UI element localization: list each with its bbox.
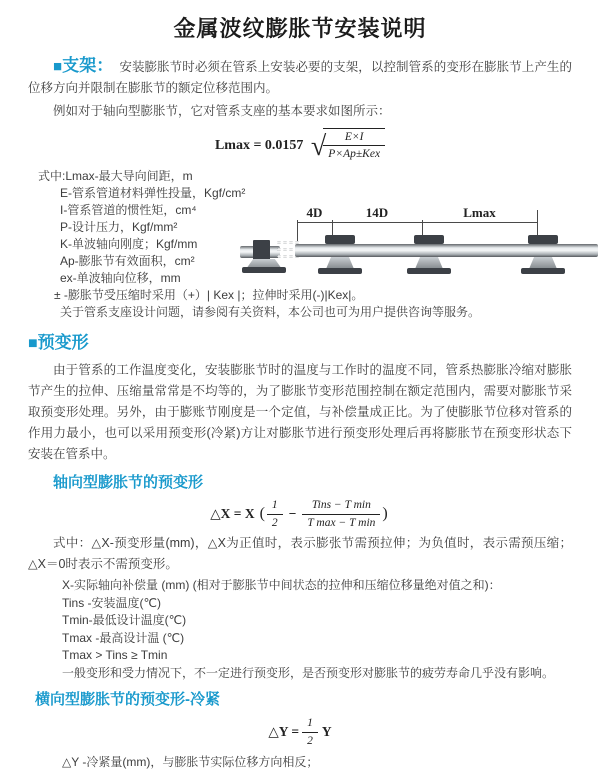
anchor-clamp [253,240,270,261]
radicand [323,128,385,163]
pipe-support-saddle [318,204,362,276]
fraction-denominator: T max − T min [307,516,376,529]
general-note-line: 一般变形和受力情况下，不一定进行预变形，是否预变形对膨胀节的疲劳寿命几乎没有影响。 [62,665,555,680]
lateral-subsection-heading: 横向型膨胀节的预变形-冷紧 [35,691,220,708]
predeform-section-header [28,331,572,356]
lateral-definition-line: △Y -冷紧量(mm)，与膨胀节实际位移方向相反； [62,755,319,769]
anchor-base [242,267,286,273]
definition-line: Tmax -最高设计温 (℃) [62,630,185,645]
page-title: 金属波纹膨胀节安装说明 [173,16,427,41]
support-example-line: 例如对于轴向型膨胀节，它对管系支座的基本要求如图所示： [53,104,391,118]
fraction-numerator: 1 [302,716,318,732]
axial-subsection-heading: 轴向型膨胀节的预变形 [53,474,204,491]
fraction-denominator: P×Ap±Kex [328,148,381,161]
lateral-coldpull-formula [0,718,600,746]
definition-line: K-单波轴向刚度；Kgf/mm [60,237,198,251]
section-marker-icon: ■ [28,335,38,352]
definition-line: ex-单波轴向位移，mm [60,271,181,285]
dimension-label-14d: 14D [332,205,422,220]
minus-sign: − [288,506,297,521]
fraction-denominator: 2 [271,516,278,529]
support-intro-text: 安装膨胀节时必须在管系上安装必要的支架，以控制管系的变形在膨胀节上产生的位移方向并限制在膨胀节的额定位移范围内。 [28,60,572,95]
axial-symbol-definitions [28,577,572,682]
formula-lhs: △Y = [268,724,300,739]
formula-lhs: △X = X [210,506,255,521]
dimension-label-4d: 4D [297,205,332,220]
definition-line: Tins -安装温度(℃) [62,595,162,610]
support-base [407,268,451,274]
support-section-heading: 支架： [62,56,114,75]
support-base [521,268,565,274]
close-paren: ) [382,505,388,522]
support-cap [325,235,355,244]
support-cap [528,235,558,244]
formula-lhs: Lmax = 0.0157 [214,137,304,153]
definition-line: Tmin-最低设计温度(℃) [62,613,187,627]
one-half-fraction [302,716,318,748]
definition-line: ± -膨胀节受压缩时采用（+）| Kex |；拉伸时采用(-)|Kex|。 [54,288,364,302]
temperature-fraction [302,498,380,530]
support-cap [414,235,444,244]
fraction-numerator: E×I [323,130,385,146]
pipe-support-diagram [240,204,600,304]
definition-line: E-管系管道材料弹性投量，Kgf/cm² [60,186,246,200]
axial-explain-paragraph: 式中：△X-预变形量(mm)，△X为正值时，表示膨张节需预拉伸；为负值时，表示需预压缩；△X＝0时表示不需预变形。 [28,536,572,571]
definition-line: Ap-膨胀节有效面积，cm² [60,254,195,268]
definition-line: P-设计压力，Kgf/mm² [60,220,178,234]
lmax-formula [0,128,600,162]
predeform-body-paragraph: 由于管系的工作温度变化，安装膨胀节时的温度与工作时的温度不同，管系热膨胀冷缩对膨胀节产生的拉伸、压缩量常常是不均等的，为了膨胀节变形范围控制在额定范围内，需要对膨胀节采取预变形处理。另外，由于膨账节刚度是一个定值，与补偿量成正比。为了使膨胀节位移对管系的作用力最小，也可以采用预变形(冷紧)方让对膨胀节进行预变形处理后再将膨胀节在预变形状态下安装在管系中。 [28,363,572,461]
formula-rhs: Y [321,724,332,739]
definition-line: I-管系管道的惯性矩，cm⁴ [60,203,197,217]
section-marker-icon: ■ [53,58,63,75]
dimension-label-lmax: Lmax [422,205,537,220]
definition-line: 式中:Lmax-最大导向间距，m [38,169,193,183]
predeform-heading: 预变形 [37,333,89,352]
support-intro-paragraph [28,55,572,99]
fraction-numerator: 1 [267,498,283,514]
fraction-numerator: Tins − T min [302,498,380,514]
document-page [0,12,600,769]
consulting-note-line: 关于管系支座设计问题，请参阅有关资料，本公司也可为用户提供咨询等服务。 [60,305,481,319]
pipe-support-saddle [407,204,451,276]
definition-line: Tmax > Tins ≥ Tmin [62,648,168,662]
fraction-denominator: 2 [307,734,313,747]
pipe-support-saddle [521,204,565,276]
one-half-fraction [267,498,283,530]
axial-predeform-formula [0,499,600,529]
definition-line: X-实际轴向补偿量 (mm) (相对于膨胀节中间状态的拉伸和压缩位移量绝对值之和)： [62,578,501,592]
open-paren: ( [259,505,265,522]
support-base [318,268,362,274]
sqrt-radical-icon: √ [310,130,327,162]
